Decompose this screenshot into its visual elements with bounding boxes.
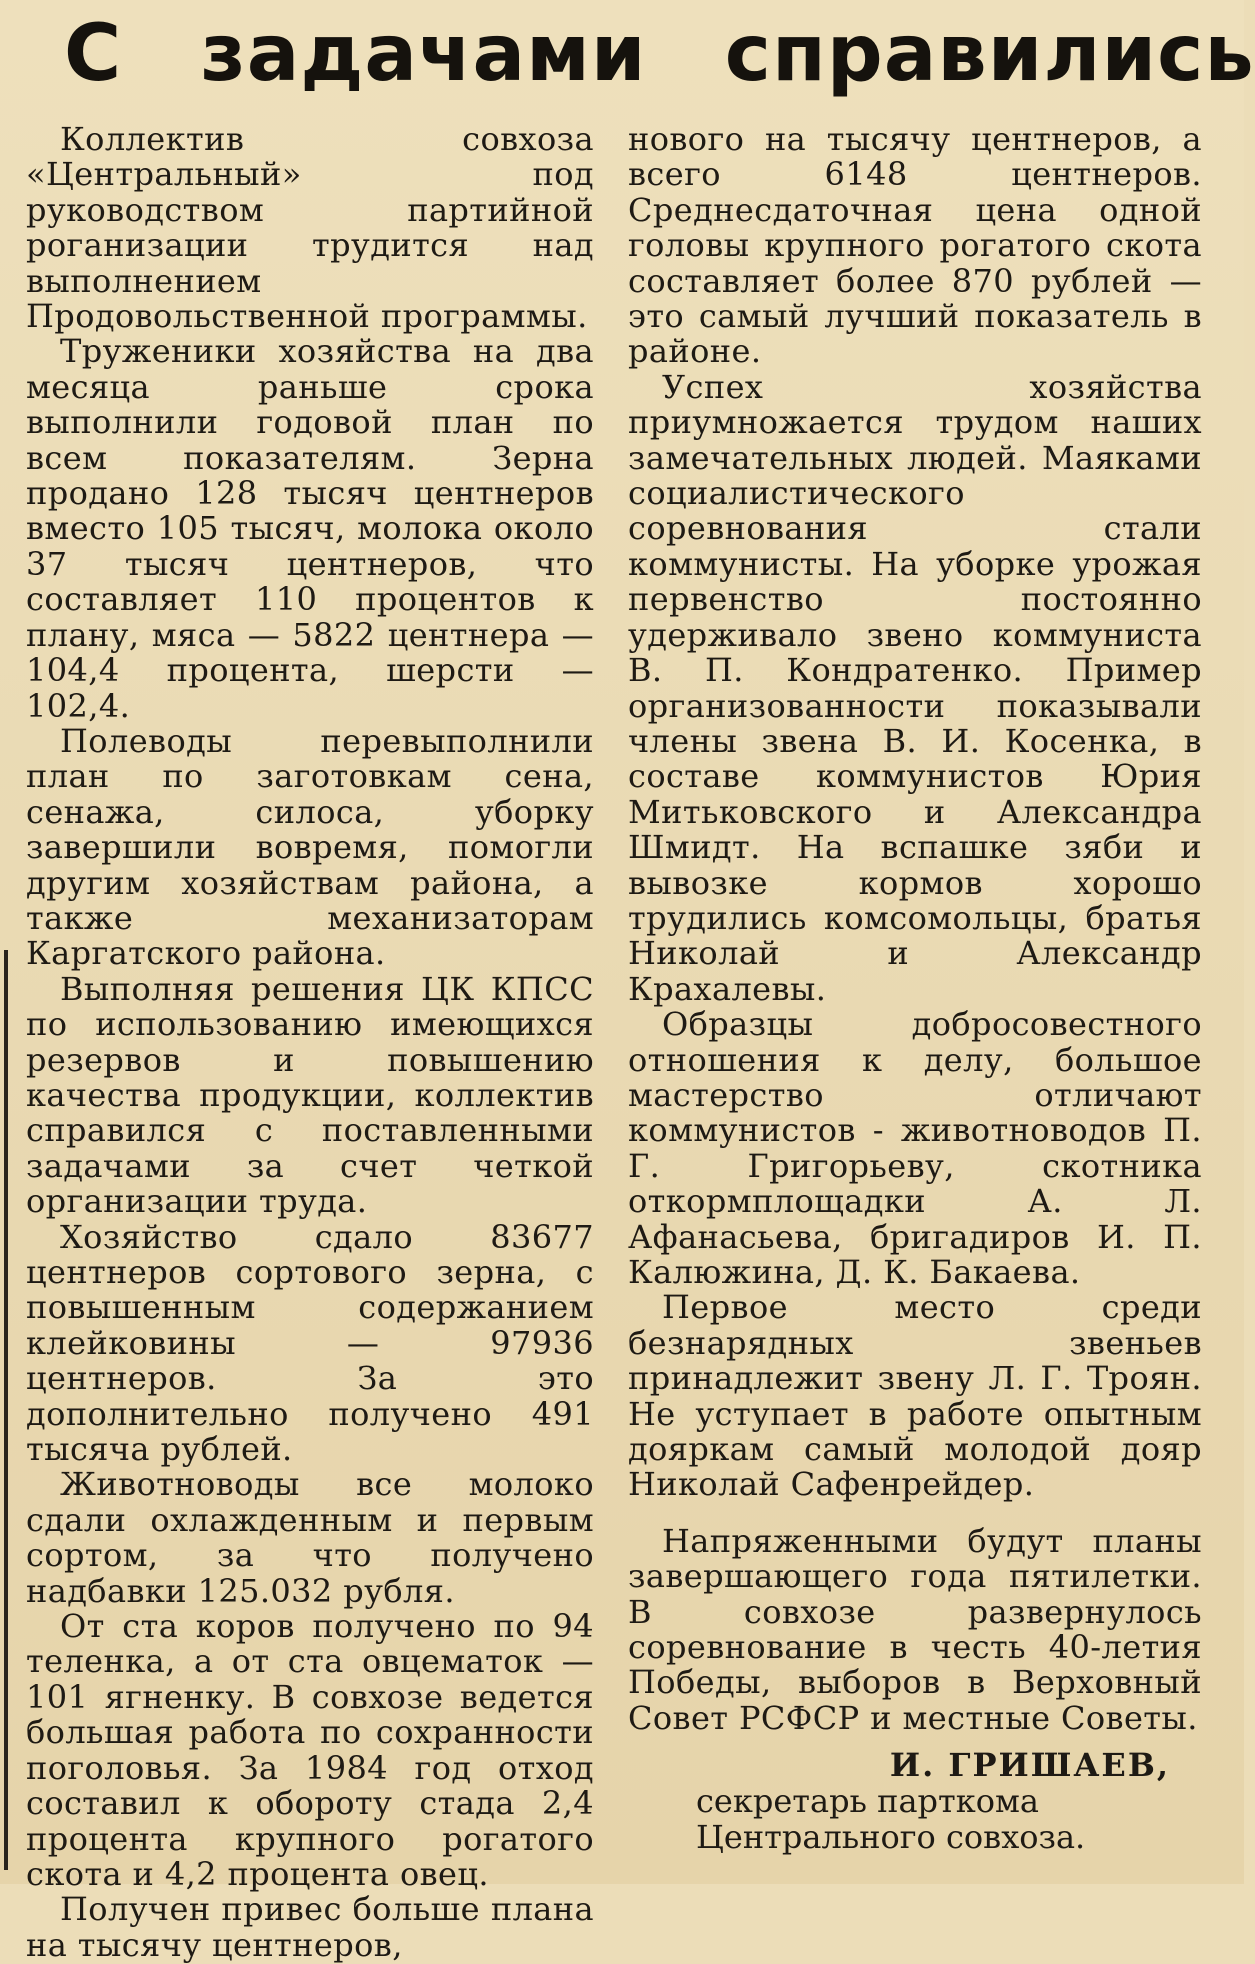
paragraph: Труженики хозяйства на два месяца раньше срока выполнили годовой план по всем показателям. Зерна продано 128 тысяч центнеров вместо 105 тысяч, молока около 37 тысяч центнеров, что составляет 110 процентов к плану, мяса — 5822 центнера — 104,4 процента, шерсти — 102,4. <box>26 332 594 725</box>
paragraph: От ста коров получено по 94 теленка, а от ста овцематок — 101 ягненку. В совхозе ведется большая работа по сохранности поголовья. За 1984 год отход составил к обороту стада 2,4 процента крупного рогатого скота и 4,2 процента овец. <box>26 1607 594 1893</box>
paragraph: Животноводы все молоко сдали охлажденным и первым сортом, за что получено надбавки 125.032 рубля. <box>26 1465 594 1610</box>
column-rule <box>4 950 8 1870</box>
paragraph: Полеводы перевыполнили план по заготовкам сена, сенажа, силоса, уборку завершили вовремя, помогли другим хозяйствам района, а также механизаторам Каргатского района. <box>26 721 594 973</box>
author-name: И. ГРИШАЕВ, <box>889 1746 1170 1784</box>
paragraph: Успех хозяйства приумножается трудом наших замечательных людей. Маяками социалистического соревнования стали коммунисты. На уборке урожая первенство постоянно удерживало звено коммуниста В. П. Кондратенко. Пример организованности показывали члены звена В. И. Косенка, в составе коммунистов Юрия Митьковского и Александра Шмидт. На вспашке зяби и вывозке кормов хорошо трудились комсомольцы, братья Николай и Александр Крахалевы. <box>628 367 1202 1008</box>
paragraph: Выполняя решения ЦК КПСС по использованию имеющихся резервов и повышению качества продукции, коллектив справился с поставленными задачами за счет четкой организации труда. <box>26 969 594 1221</box>
paragraph: Образцы добросовестного отношения к делу, большое мастерство отличают коммунистов - животноводов П. Г. Григорьеву, скотника откормплощадки А. Л. Афанасьева, бригадиров И. П. Калюжина, Д. К. Бакаева. <box>628 1005 1202 1291</box>
author-signature <box>640 1747 1200 1855</box>
paragraph: Хозяйство сдало 83677 центнеров сортового зерна, с повышенным содержанием клейковины — 97936 центнеров. За это дополнительно получено 491 тысяча рублей. <box>26 1217 594 1469</box>
article-column-right <box>628 122 1202 1736</box>
article-headline: С задачами справились <box>64 9 1255 99</box>
author-title: секретарь парткома Центрального совхоза. <box>696 1782 1086 1856</box>
paragraph: Получен привес больше плана на тысячу центнеров, <box>26 1890 594 1964</box>
paragraph: Напряженными будут планы завершающего года пятилетки. В совхозе развернулось соревнование в честь 40-летия Победы, выборов в Верховный Совет РСФСР и местные Советы. <box>628 1521 1202 1737</box>
article-column-left <box>26 122 594 1963</box>
paragraph: Первое место среди безнарядных звеньев принадлежит звену Л. Г. Троян. Не уступает в работе опытным дояркам самый молодой дояр Николай Сафенрейдер. <box>628 1288 1202 1504</box>
paragraph: Коллектив совхоза «Центральный» под руководством партийной рoганизации трудится над выполнением Продовольственной программы. <box>26 120 594 336</box>
paragraph: нового на тысячу центнеров, а всего 6148 центнеров. Среднесдаточная цена одной головы крупного рогатого скота составляет более 870 рублей — это самый лучший показатель в районе. <box>628 120 1202 371</box>
